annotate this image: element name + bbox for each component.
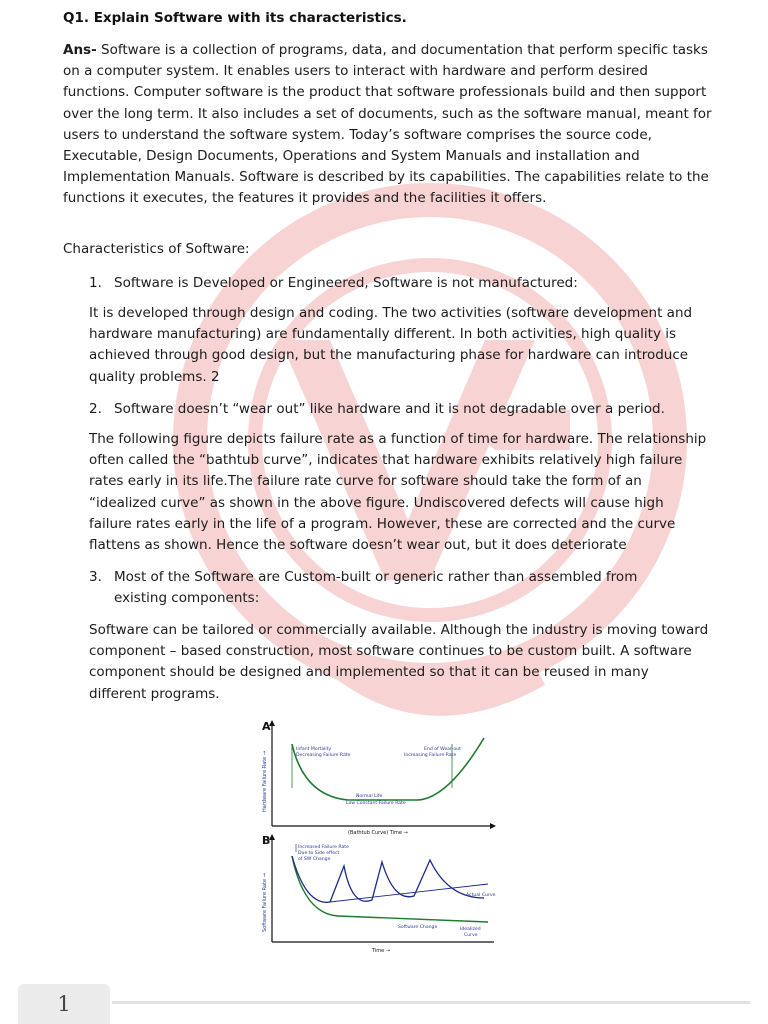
software-change-label: Software Change <box>398 925 438 930</box>
list-item-body: It is developed through design and coding. The two activities (software development and hardware manufacturing) are fundamentally different. In both activities, high quality is achieved through good design, but the manufacturing phase for hardware can introduce quality problems. 2 <box>89 305 693 385</box>
increased-failure-label-2: Due to Side effect <box>298 851 340 856</box>
answer-prefix: Ans- <box>63 42 97 58</box>
panel-a-letter: A <box>262 720 271 733</box>
failure-rate-figure <box>248 716 524 956</box>
page-number: 1 <box>57 992 71 1016</box>
panel-b-letter: B <box>262 834 271 847</box>
list-number: 1. <box>89 275 102 291</box>
list-number: 3. <box>89 569 102 585</box>
list-item-body: The following figure depicts failure rate as a function of time for hardware. The relationship often called the “bathtub curve”, indicates that hardware exhibits relatively high failure rates early in its life.The failure rate curve for software should take the form of an “idealized curve” as shown in the above figure. Undiscovered defects will cause high failure rates early in the life of a program. However, these are corrected and the curve flattens as shown. Hence the software doesn’t wear out, but it does deteriorate <box>89 431 707 554</box>
panel-a-y-label: Hardware Failure Rate → <box>262 750 268 812</box>
wearout-label-2: Increasing Failure Rate <box>404 753 457 758</box>
panel-a <box>262 720 496 836</box>
panel-a-x-label: (Bathtub Curve) Time → <box>348 830 408 836</box>
list-number: 2. <box>89 401 102 417</box>
increased-failure-label-1: Increased Failure Rate <box>298 845 349 850</box>
infant-label-2: Decreasing Failure Rate <box>296 753 351 758</box>
list-item-body: Software can be tailored or commercially available. Although the industry is moving toward component – based construction, most software continues to be custom built. A software component should be designed and implemented so that it can be reused in many different programs. <box>89 622 709 702</box>
characteristics-heading: Characteristics of Software: <box>63 241 250 257</box>
normal-life-label-1: Normal Life <box>356 794 383 799</box>
normal-life-label-2: Low Constant Failure Rate <box>346 801 406 806</box>
answer-paragraph <box>63 40 713 210</box>
infant-label-1: Infant Mortality <box>296 747 332 752</box>
list-item-title: Software doesn’t “wear out” like hardware and it is not degradable over a period. <box>114 401 665 417</box>
panel-b <box>262 834 496 954</box>
idealized-curve-label-2: Curve <box>464 933 478 938</box>
panel-a-x-arrow-icon <box>490 823 496 829</box>
answer-body: Software is a collection of programs, data, and documentation that perform specific tasks on a computer system. It enables users to interact with hardware and perform desired functions. Computer software is the product that software professionals build and then support over the long term. It also includes a set of documents, such as the software manual, meant for users to understand the software system. Today’s software comprises the source code, Executable, Design Documents, Operations and System Manuals and installation and Implementation Manuals. Software is described by its capabilities. The capabilities relate to the functions it executes, the features it provides and the facilities it offers. <box>63 42 712 207</box>
panel-b-y-label: Software Failure Rate → <box>262 873 268 932</box>
wearout-label-1: End of Wear-out <box>424 747 461 752</box>
list-item-title: Most of the Software are Custom-built or generic rather than assembled from existing components: <box>114 569 638 607</box>
panel-b-x-label: Time → <box>372 948 391 954</box>
actual-curve-label: Actual Curve <box>466 893 496 898</box>
page-number-badge <box>18 984 110 1024</box>
increased-failure-label-3: of SW Change <box>298 857 331 862</box>
list-item-title: Software is Developed or Engineered, Software is not manufactured: <box>114 275 578 291</box>
idealized-curve-label-1: Idealized <box>460 927 481 932</box>
question-title: Q1. Explain Software with its characteristics. <box>63 10 407 26</box>
idealized-curve <box>292 856 488 922</box>
footer-rule <box>112 1001 750 1004</box>
